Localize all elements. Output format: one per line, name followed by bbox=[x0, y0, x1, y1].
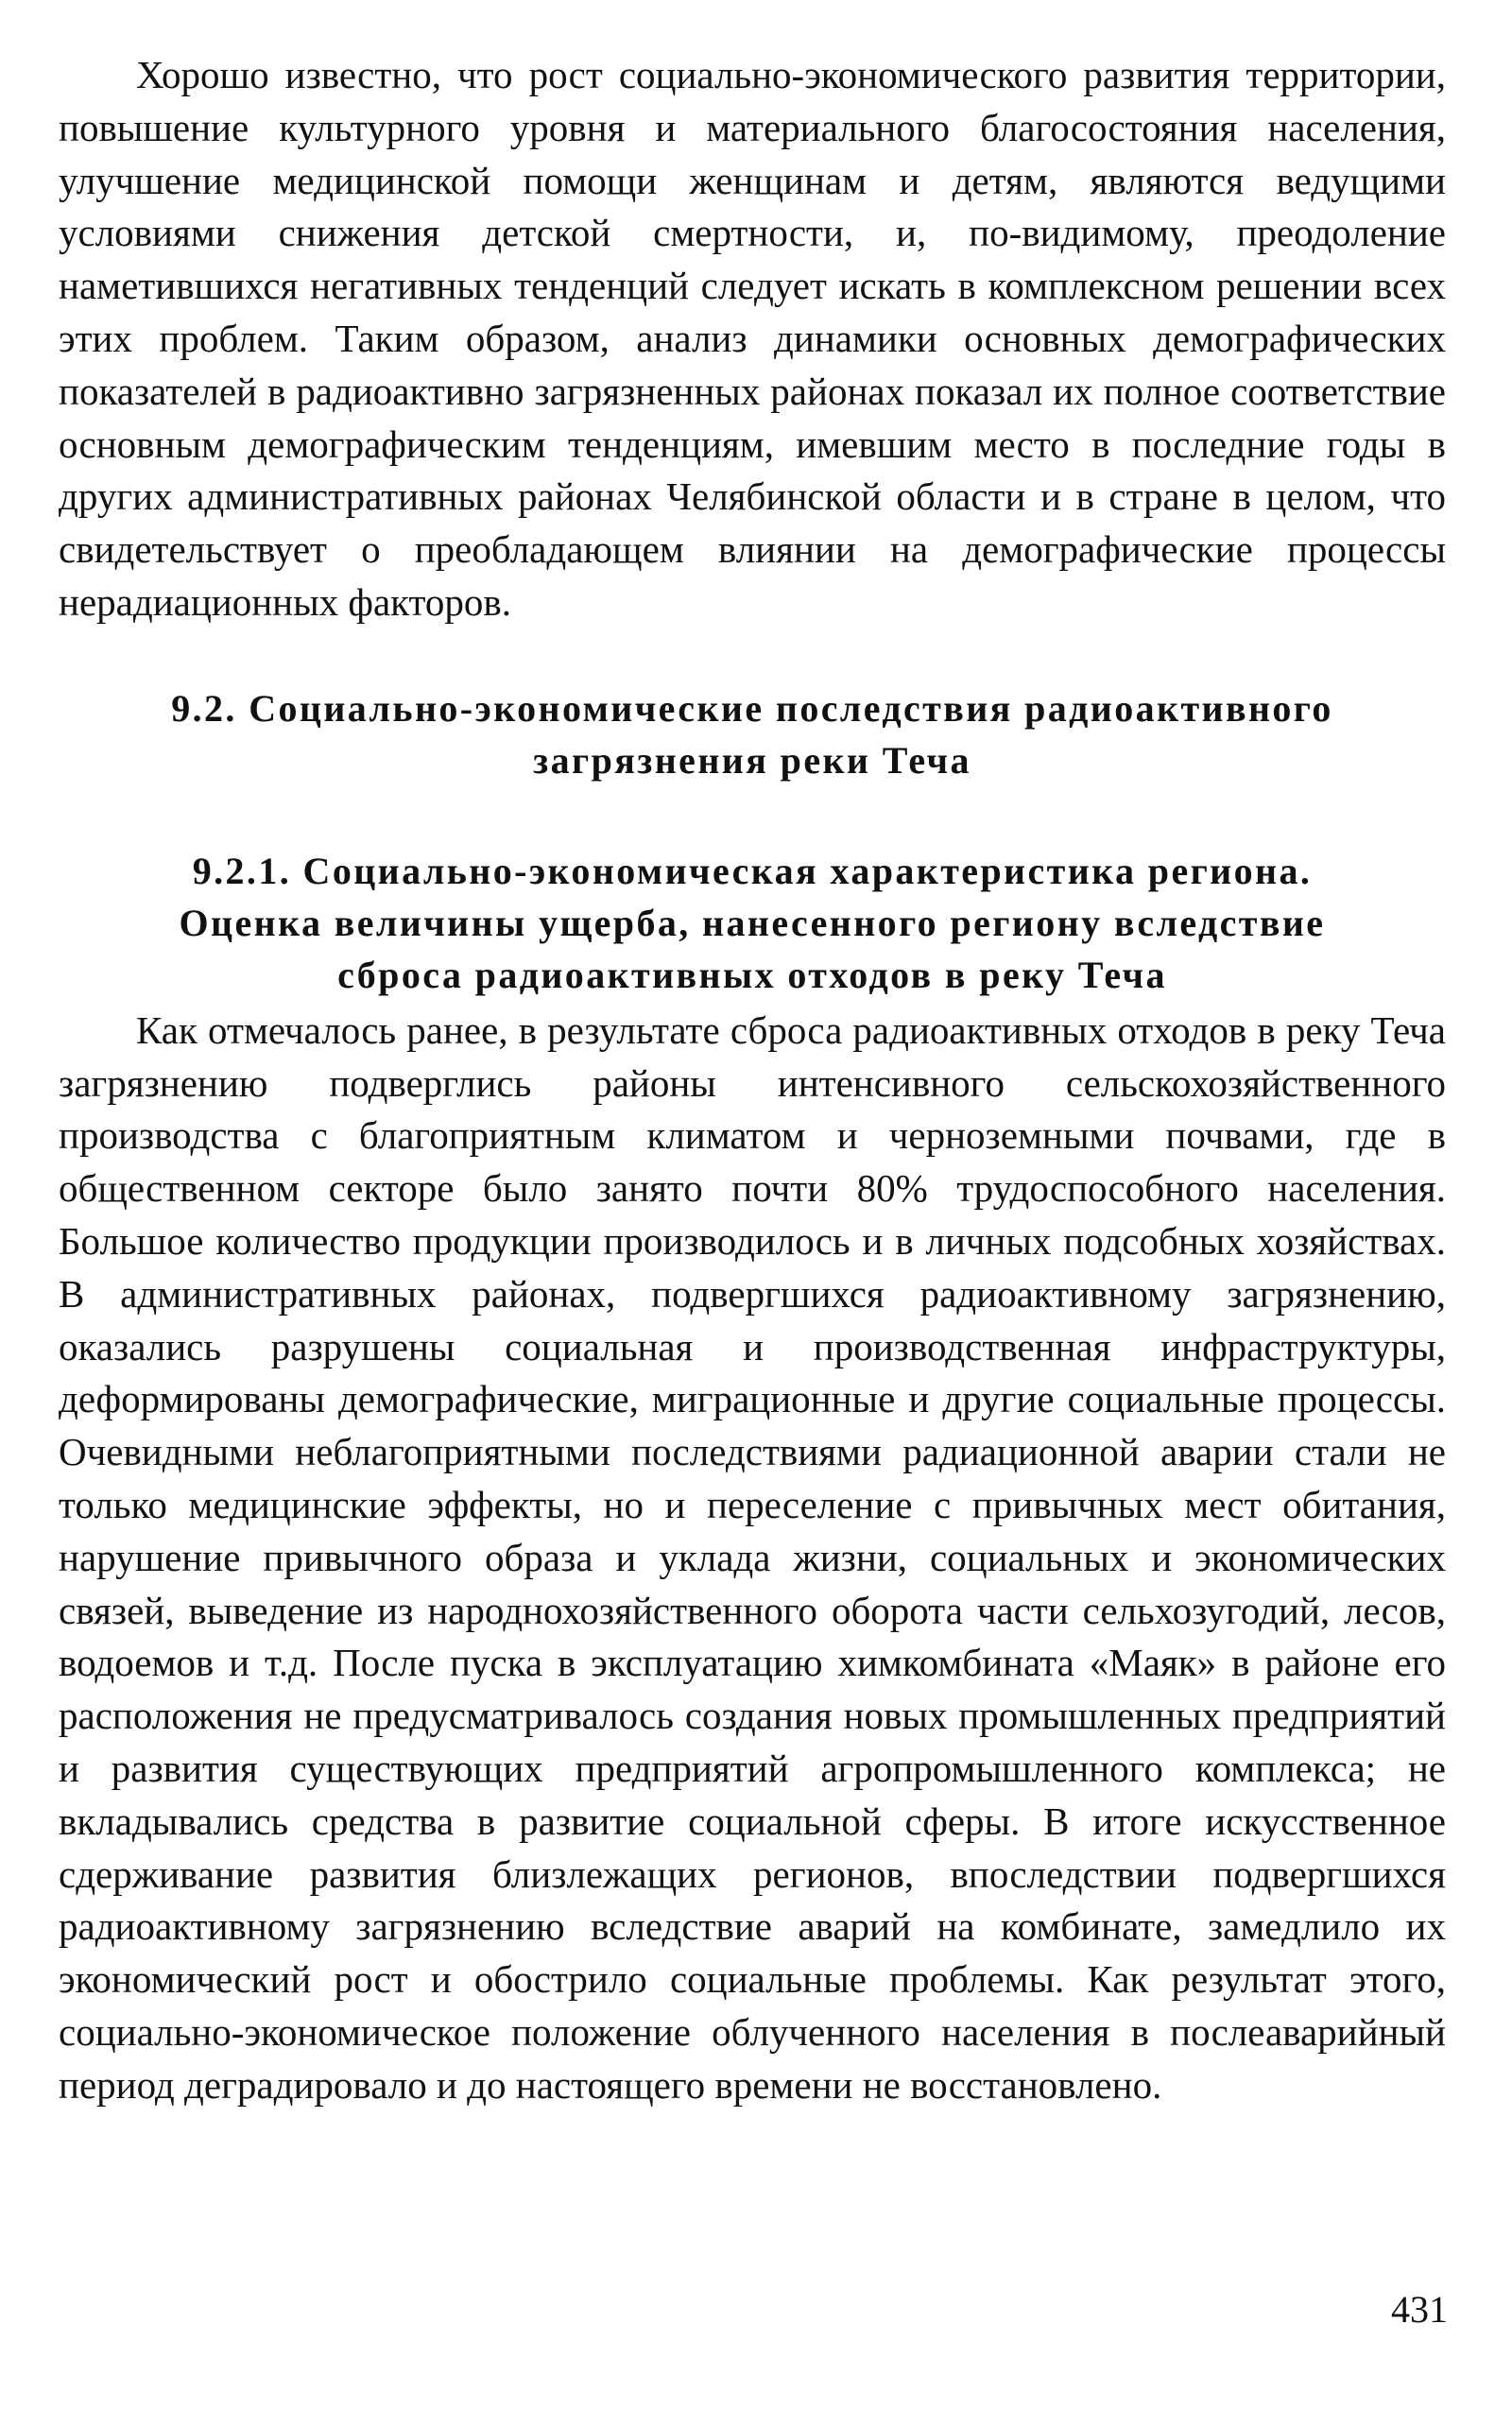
paragraph-regional-characteristics: Как отмечалось ранее, в результате сброса радиоактивных отходов в реку Теча загрязнению подверглись районы интенсивного сельскохозяйственного производства с благоприятным климатом и черноземными почвами, где в общественном секторе было занято почти 80% трудоспособного населения. Большое количество продукции производилось и в личных подсобных хозяйствах. В административных районах, подвергшихся радиоактивному загрязнению, оказались разрушены социальная и производственная инфраструктуры, деформированы демографические, миграционные и другие социальные процессы. Очевидными неблагоприятными последствиями радиационной аварии стали не только медицинские эффекты, но и переселение с привычных мест обитания, нарушение привычного образа и уклада жизни, социальных и экономических связей, выведение из народнохозяйственного оборота части сельхозугодий, лесов, водоемов и т.д. После пуска в эксплуатацию химкомбината «Маяк» в районе его расположения не предусматривалось создания новых промышленных предприятий и развития существующих предприятий агропромышленного комплекса; не вкладывались средства в развитие социальной сферы. В итоге искусственное сдерживание развития близлежащих регионов, впоследствии подвергшихся радиоактивному загрязнению вследствие аварий на комбинате, замедлило их экономический рост и обострило социальные проблемы. Как результат этого, социально-экономическое положение облученного населения в послеаварийный период деградировало и до настоящего времени не восстановлено. bbox=[59, 1007, 1446, 2107]
subsection-heading-line-3: сброса радиоактивных отходов в реку Теча bbox=[337, 953, 1167, 996]
section-heading-line-1: 9.2. Социально-экономические последствия радиоактивного bbox=[171, 686, 1333, 730]
page-number: 431 bbox=[1391, 2288, 1448, 2331]
book-page bbox=[59, 49, 1446, 2355]
section-heading-line-2: загрязнения реки Теча bbox=[533, 738, 971, 782]
subsection-heading-line-2: Оценка величины ущерба, нанесенного региону вследствие bbox=[179, 901, 1326, 944]
section-heading bbox=[59, 682, 1446, 786]
subsection-heading bbox=[59, 845, 1446, 1001]
paragraph-demographic-conclusion: Хорошо известно, что рост социально-экономического развития территории, повышение культурного уровня и материального благосостояния населения, улучшение медицинской помощи женщинам и детям, являются ведущими условиями снижения детской смертности, и, по-видимому, преодоление наметившихся негативных тенденций следует искать в комплексном решении всех этих проблем. Таким образом, анализ динамики основных демографических показателей в радиоактивно загрязненных районах показал их полное соответствие основным демографическим тенденциям, имевшим место в последние годы в других административных районах Челябинской области и в стране в целом, что свидетельствует о преобладающем влиянии на демографические процессы нерадиационных факторов. bbox=[59, 53, 1446, 624]
subsection-heading-line-1: 9.2.1. Социально-экономическая характеристика региона. bbox=[192, 849, 1313, 892]
